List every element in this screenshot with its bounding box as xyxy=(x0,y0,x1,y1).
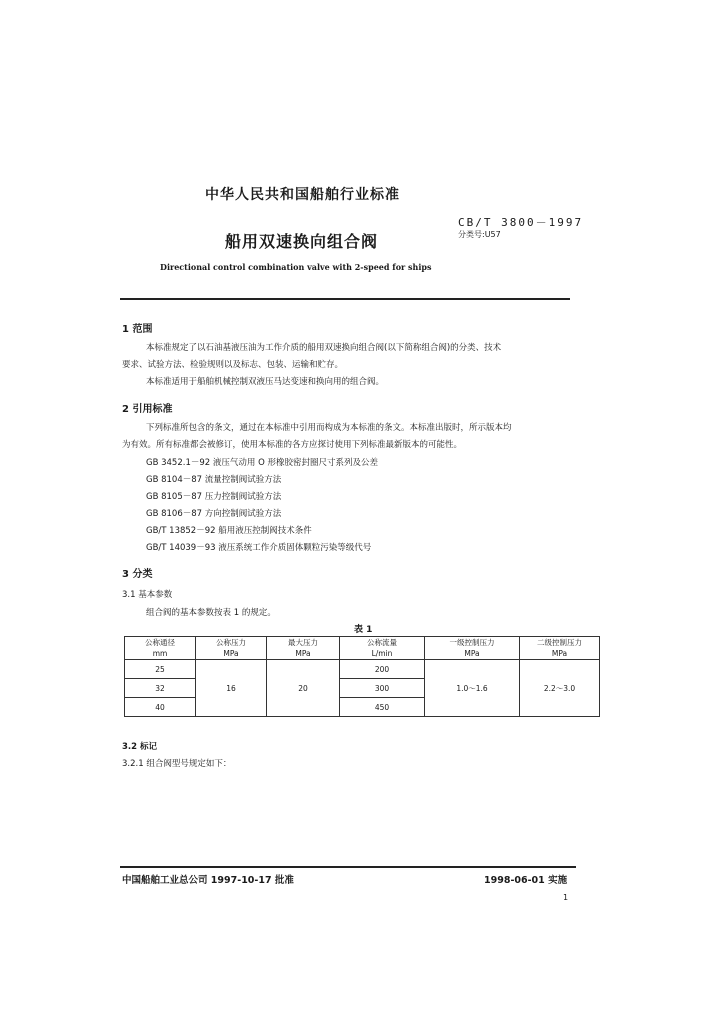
header-label: 公称压力 xyxy=(216,638,246,647)
section-3-1-heading: 3.1 基本参数 xyxy=(122,590,173,600)
table-row xyxy=(125,660,600,679)
flow-cell: 300 xyxy=(340,679,425,698)
secondary-control-pressure-cell: 2.2～3.0 xyxy=(520,660,600,717)
header-unit: MPa xyxy=(551,649,568,658)
header-max-pressure xyxy=(267,637,340,660)
header-unit: L/min xyxy=(371,649,393,658)
header-nominal-pressure xyxy=(196,637,267,660)
header-label: 二级控制压力 xyxy=(537,638,582,647)
header-label: 一级控制压力 xyxy=(449,638,495,647)
primary-control-pressure-cell: 1.0～1.6 xyxy=(425,660,520,717)
header-secondary-control-pressure xyxy=(520,637,600,660)
header-primary-control-pressure xyxy=(425,637,520,660)
reference-item: GB/T 14039－93 液压系统工作介质固体颗粒污染等级代号 xyxy=(146,543,372,553)
header-unit: mm xyxy=(152,649,168,658)
table-header-row xyxy=(125,637,600,660)
diameter-cell: 40 xyxy=(125,698,196,717)
english-title: Directional control combination valve with 2-speed for ships xyxy=(160,262,432,272)
header-label: 公称通径 xyxy=(145,638,175,647)
section-3-2-heading: 3.2 标记 xyxy=(122,742,158,752)
issued-date: 中国船舶工业总公司 1997-10-17 批准 xyxy=(122,875,294,886)
section-3-heading: 3 分类 xyxy=(122,569,153,580)
diameter-cell: 32 xyxy=(125,679,196,698)
header-label: 最大压力 xyxy=(288,638,318,647)
table-caption: 表 1 xyxy=(354,625,373,635)
reference-item: GB 3452.1－92 液压气动用 O 形橡胶密封圈尺寸系列及公差 xyxy=(146,458,378,468)
section-1-paragraph-line-2: 要求、试验方法、检验规则以及标志、包装、运输和贮存。 xyxy=(122,360,344,370)
section-2-heading: 2 引用标准 xyxy=(122,404,173,415)
section-3-2-1-text: 3.2.1 组合阀型号规定如下： xyxy=(122,759,232,769)
header-label: 公称流量 xyxy=(367,638,397,647)
header-nominal-diameter xyxy=(125,637,196,660)
section-1-heading: 1 范围 xyxy=(122,324,153,335)
section-1-paragraph-2: 本标准适用于船舶机械控制双液压马达变速和换向用的组合阀。 xyxy=(146,377,385,387)
org-title: 中华人民共和国船舶行业标准 xyxy=(205,187,400,203)
classification-code: 分类号:U57 xyxy=(458,230,501,239)
section-1-paragraph-line-1: 本标准规定了以石油基液压油为工作介质的船用双速换向组合阀(以下简称组合阀)的分类、技术 xyxy=(146,343,502,353)
diameter-cell: 25 xyxy=(125,660,196,679)
nominal-pressure-cell: 16 xyxy=(196,660,267,717)
title-divider xyxy=(120,298,570,300)
standard-code: CB/T 3800－1997 xyxy=(458,216,584,229)
flow-cell: 200 xyxy=(340,660,425,679)
section-2-paragraph-line-1: 下列标准所包含的条文，通过在本标准中引用而构成为本标准的条文。本标准出版时，所示版本均 xyxy=(146,423,512,433)
page-number: 1 xyxy=(563,893,569,902)
basic-parameters-table xyxy=(124,636,600,717)
reference-item: GB 8106－87 方向控制阀试验方法 xyxy=(146,509,282,519)
document-title: 船用双速换向组合阀 xyxy=(225,232,379,251)
header-unit: MPa xyxy=(223,649,239,658)
max-pressure-cell: 20 xyxy=(267,660,340,717)
section-2-paragraph-line-2: 为有效。所有标准都会被修订，使用本标准的各方应探讨使用下列标准最新版本的可能性。 xyxy=(122,440,463,450)
reference-item: GB/T 13852－92 船用液压控制阀技术条件 xyxy=(146,526,312,536)
header-nominal-flow xyxy=(340,637,425,660)
header-unit: MPa xyxy=(295,649,311,658)
reference-item: GB 8105－87 压力控制阀试验方法 xyxy=(146,492,282,502)
section-3-1-text: 组合阀的基本参数按表 1 的规定。 xyxy=(146,608,276,618)
header-unit: MPa xyxy=(464,649,480,658)
implemented-date: 1998-06-01 实施 xyxy=(484,875,568,886)
footer-divider xyxy=(120,866,576,868)
reference-item: GB 8104－87 流量控制阀试验方法 xyxy=(146,475,282,485)
flow-cell: 450 xyxy=(340,698,425,717)
